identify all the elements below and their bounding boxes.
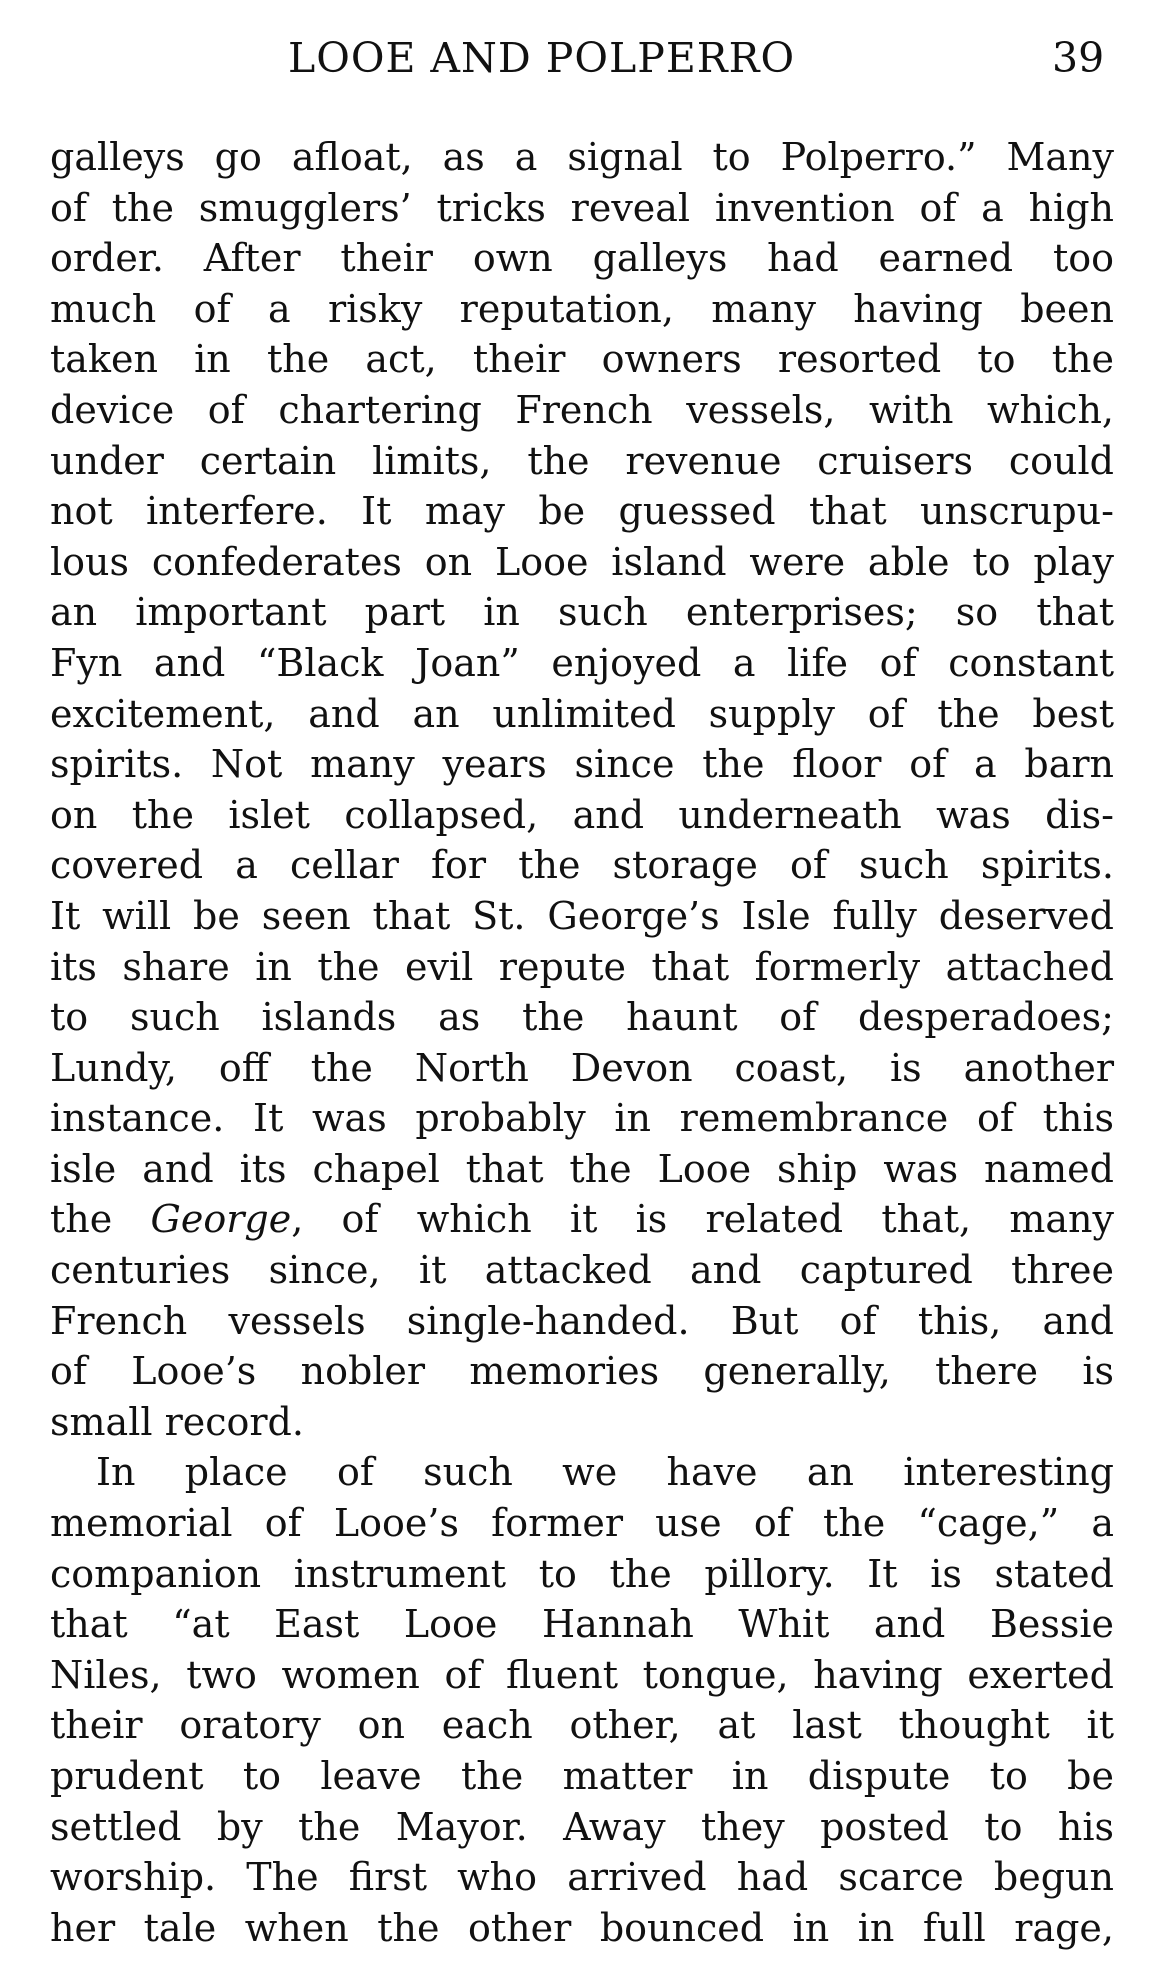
text-line: their oratory on each other, at last thought it	[50, 1703, 1114, 1748]
text-line: her tale when the other bounced in in full rage,	[50, 1905, 1114, 1950]
text-line: settled by the Mayor. Away they posted to his	[50, 1804, 1114, 1849]
text-line: French vessels single-handed. But of this, and	[50, 1298, 1114, 1343]
text-line: worship. The first who arrived had scarce begun	[50, 1855, 1114, 1900]
text-line: It will be seen that St. George’s Isle fully deserved	[50, 893, 1114, 938]
page-number: 39	[1052, 34, 1105, 82]
text-line: Niles, two women of fluent tongue, having exerted	[50, 1652, 1114, 1697]
text-line: under certain limits, the revenue cruisers could	[50, 438, 1114, 483]
text-line: device of chartering French vessels, with which,	[50, 387, 1114, 432]
text-line: Fyn and “Black Joan” enjoyed a life of constant	[50, 640, 1114, 685]
text-line: an important part in such enterprises; so that	[50, 590, 1114, 635]
text-line: its share in the evil repute that formerly attached	[50, 944, 1114, 989]
text-line: small record.	[50, 1399, 304, 1444]
text-line: instance. It was probably in remembrance of this	[50, 1096, 1114, 1141]
text-line: centuries since, it attacked and captured three	[50, 1248, 1114, 1293]
text-line: not interfere. It may be guessed that unscrupu-	[50, 489, 1114, 534]
text-line: of the smugglers’ tricks reveal invention of a high	[50, 185, 1114, 230]
text-line: that “at East Looe Hannah Whit and Bessie	[50, 1602, 1114, 1647]
text-line: covered a cellar for the storage of such spirits.	[50, 843, 1114, 888]
text-line: taken in the act, their owners resorted to the	[50, 337, 1114, 382]
text-line: galleys go afloat, as a signal to Polperro.” Many	[50, 135, 1114, 179]
text-line: of Looe’s nobler memories generally, there is	[50, 1349, 1114, 1394]
text-line: order. After their own galleys had earned too	[50, 236, 1114, 281]
text-line: memorial of Looe’s former use of the “cage,” a	[50, 1501, 1114, 1546]
text-line: much of a risky reputation, many having been	[50, 286, 1114, 331]
page-header	[0, 34, 1167, 94]
ship-name: George	[150, 1197, 292, 1242]
text-line: companion instrument to the pillory. It is stated	[50, 1551, 1114, 1596]
text-line: In place of such we have an interesting	[96, 1450, 1114, 1495]
text-line: Lundy, off the North Devon coast, is another	[50, 1045, 1114, 1090]
text-line: to such islands as the haunt of desperadoes;	[50, 995, 1114, 1040]
text-line: prudent to leave the matter in dispute to be	[50, 1754, 1114, 1798]
text-line: excitement, and an unlimited supply of the best	[50, 691, 1114, 736]
text-line: on the islet collapsed, and underneath was dis-	[50, 792, 1114, 837]
text-line: lous confederates on Looe island were able to play	[50, 539, 1114, 584]
body-text	[50, 132, 1114, 1953]
text-line: spirits. Not many years since the floor of a barn	[50, 742, 1114, 787]
text-line: isle and its chapel that the Looe ship was named	[50, 1146, 1114, 1191]
running-title: LOOE AND POLPERRO	[288, 34, 796, 82]
text-line: the George, of which it is related that, many	[50, 1197, 1114, 1242]
